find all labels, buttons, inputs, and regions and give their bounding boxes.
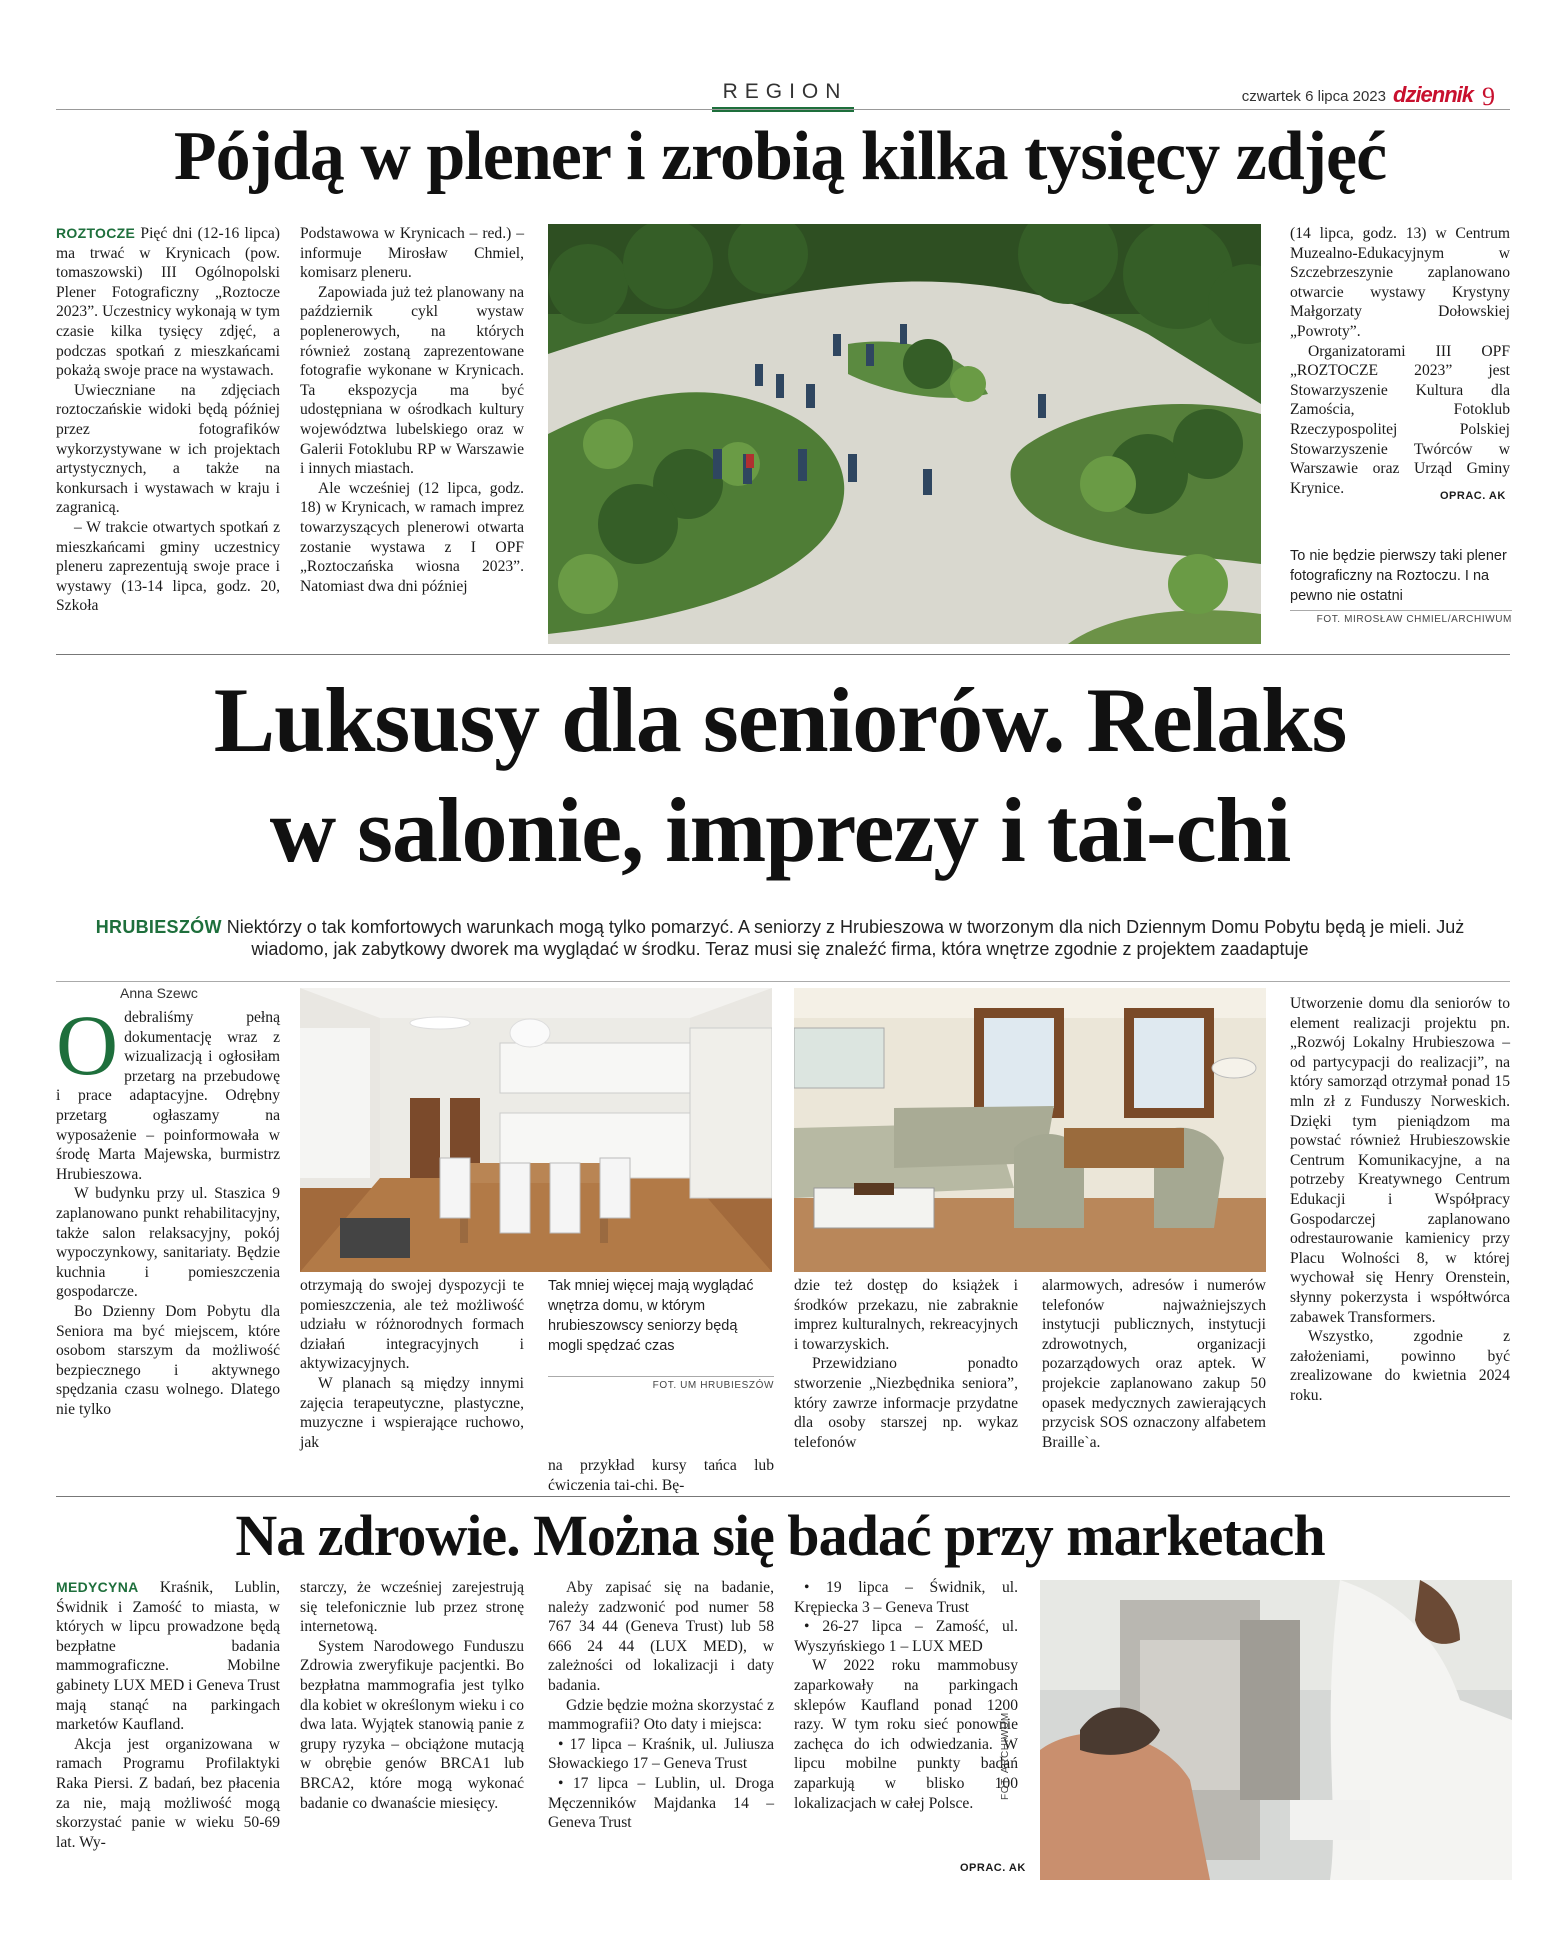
- article3-kicker: MEDYCYNA: [56, 1579, 139, 1595]
- brand-logo: dziennik: [1393, 82, 1474, 107]
- article3-dates-list: [794, 1578, 1018, 1656]
- article1-paragraph: Organizatorami III OPF „ROZTOCZE 2023” jest Stowarzyszenie Kultura dla Zamościa, Fotoklub Rzeczypospolitej Polskiej Stowarzyszenie Twórców w Warszawie oraz Urząd Gminy Krynice.: [1290, 342, 1510, 497]
- article2-paragraph: W planach są między innymi zajęcia terapeutyczne, plastyczne, muzyczne i wspierające ruchowo, jak: [300, 1374, 524, 1451]
- article2-col4: [794, 1276, 1018, 1452]
- article1-signature: OPRAC. AK: [1440, 490, 1506, 502]
- article2-title-line2: w salonie, imprezy i tai-chi: [269, 779, 1291, 881]
- article2-lead: [60, 916, 1500, 960]
- article1-paragraph: Uwieczniane na zdjęciach roztoczańskie widoki będą później przez fotografików wykorzystywane w ich projektach artystycznych, a także na konkursach i wystawach w kraju i zagranicą.: [56, 381, 280, 517]
- article3-photo-credit: FOT. ARCHIWUM: [1000, 1712, 1011, 1800]
- article1-photo-caption: To nie będzie pierwszy taki plener fotograficzny na Roztoczu. I na pewno nie ostatni: [1290, 548, 1507, 604]
- list-item: • 26-27 lipca – Zamość, ul. Wyszyńskiego 1 – LUX MED: [794, 1618, 1018, 1655]
- article2-title-line1: Luksusy dla seniorów. Relaks: [213, 669, 1347, 771]
- article2-photo-livingroom: [794, 988, 1266, 1272]
- article3-paragraph: Akcja jest organizowana w ramach Programu Profilaktyki Raka Piersi. Z badań, bez płacenia za nie, mają możliwość mogą skorzystać panie w wieku 50-69 lat. Wy-: [56, 1735, 280, 1851]
- article2-paragraph: alarmowych, adresów i numerów telefonów najważniejszych instytucji publicznych, instytucji zdrowotnych, organizacji pozarządowych oraz aptek. W projekcie zaplanowano zakup 50 opasek medycznych zawierających przycisk SOS oznaczony alfabetem Braille`a.: [1042, 1277, 1266, 1451]
- article2-paragraph: Wszystko, zgodnie z założeniami, powinno być zrealizowane do kwietnia 2024 roku.: [1290, 1328, 1510, 1404]
- article2-photo-credit: FOT. UM HRUBIESZÓW: [652, 1380, 774, 1391]
- article1-photo: [548, 224, 1261, 644]
- article1-paragraph: Zapowiada już też planowany na październik cykl wystaw poplenerowych, na których również zostaną zaprezentowane fotografie wykonane w Krynicach. Ta ekspozycja ma być udostępniana w ośrodkach kultury województwa lubelskiego oraz w Galerii Fotoklubu RP w Warszawie i innych miastach.: [300, 283, 524, 478]
- article1-paragraph: – W trakcie otwartych spotkań z mieszkańcami gminy uczestnicy pleneru zaprezentują swoje prace i wystawy (13-14 lipca, godz. 20, Szkoła: [56, 518, 280, 615]
- article3-paragraph: Kraśnik, Lublin, Świdnik i Zamość to miasta, w których w lipcu prowadzone będą bezpłatne badania mammograficzne. Mobilne gabinety LUX MED i Geneva Trust mają stanąć na parkingach marketów Kaufland.: [56, 1579, 280, 1734]
- article3-paragraph: W 2022 roku mammobusy zaparkowały na parkingach sklepów Kaufland ponad 1200 razy. W tym roku sieć ponownie zachęca do ich odwiedzania. W lipcu mobilne punkty badań zaparkują w blisko 100 lokalizacjach w całej Polsce.: [794, 1657, 1018, 1812]
- article1-paragraph: Pięć dni (12-16 lipca) ma trwać w Krynicach (pow. tomaszowski) III Ogólnopolski Plener Fotograficzny „Roztocze 2023”. Uczestnicy wykonają w tym czasie kilka tysięcy zdjęć, a podczas spotkań z mieszkańcami pokażą swoje prace na wystawach.: [56, 225, 280, 380]
- article3-col1: [56, 1578, 280, 1852]
- article3-dates-list: [548, 1735, 774, 1833]
- article3-col2: [300, 1578, 524, 1813]
- article2-photo-caption: Tak mniej więcej mają wyglądać wnętrza domu, w którym hrubieszowscy seniorzy będą mogli spędzać czas: [548, 1278, 754, 1354]
- article1-paragraph: Podstawowa w Krynicach – red.) – informuje Mirosław Chmiel, komisarz pleneru.: [300, 225, 524, 282]
- article1-col1: [56, 224, 280, 616]
- dropcap: O: [56, 997, 119, 1093]
- article2-paragraph: Bo Dzienny Dom Pobytu dla Seniora ma być miejscem, które osobom starszym da możliwość bezpiecznego i aktywnego spędzania czasu wolnego. Dlatego nie tylko: [56, 1302, 280, 1418]
- article1-col3: [1290, 224, 1510, 498]
- article1-title: Pójdą w plener i zrobią kilka tysięcy zdjęć: [173, 118, 1387, 195]
- article2-paragraph: dzie też dostęp do książek i środków przekazu, nie zabraknie imprez kulturalnych, rekreacyjnych i towarzyskich.: [794, 1277, 1018, 1353]
- caption-rule: [1290, 610, 1512, 611]
- article2-col6: [1290, 994, 1510, 1405]
- article2-col1: [56, 997, 280, 1419]
- article1-paragraph: (14 lipca, godz. 13) w Centrum Muzealno-Edukacyjnym w Szczebrzeszynie zaplanowano otwarcie wystawy Krystyny Małgorzaty Dołowskiej „Powroty”.: [1290, 225, 1510, 340]
- article-separator: [56, 1496, 1510, 1497]
- article3-paragraph: Aby zapisać się na badanie, należy zadzwonić pod numer 58 767 34 44 (Geneva Trust) lub 58 666 24 44 (LUX MED), w zależności od lokalizacji i daty badania.: [548, 1579, 774, 1694]
- page-number: 9: [1482, 82, 1495, 111]
- article1-photo-credit: FOT. MIROSŁAW CHMIEL/ARCHIWUM: [1316, 614, 1512, 625]
- list-item: • 17 lipca – Kraśnik, ul. Juliusza Słowackiego 17 – Geneva Trust: [548, 1735, 774, 1773]
- header-rule: [56, 109, 1510, 110]
- article2-kicker: HRUBIESZÓW: [95, 917, 222, 937]
- article2-paragraph: otrzymają do swojej dyspozycji te pomieszczenia, ale też możliwość udziału w różnorodnych formach działań integracyjnych i aktywizacyjnych.: [300, 1277, 524, 1373]
- issue-date: czwartek 6 lipca 2023: [1241, 88, 1386, 105]
- article2-paragraph: Przewidziano ponadto stworzenie „Niezbędnika seniora”, który zawrze informacje przydatne dla osoby starszej np. wykaz telefonów: [794, 1355, 1018, 1451]
- caption-rule: [548, 1376, 774, 1377]
- article3-paragraph: Gdzie będzie można skorzystać z mammografii? Oto daty i miejsca:: [548, 1696, 774, 1734]
- article1-kicker: ROZTOCZE: [56, 225, 136, 241]
- article2-photo-kitchen: [300, 988, 772, 1272]
- article2-paragraph: W budynku przy ul. Staszica 9 zaplanowano punkt rehabilitacyjny, także salon relaksacyjny, pokój wypoczynkowy, sanitariaty. Będzie kuchnia i pomieszczenia gospodarcze.: [56, 1185, 280, 1301]
- article2-col2: [300, 1276, 524, 1452]
- article3-paragraph: System Narodowego Funduszu Zdrowia zweryfikuje pacjentki. Bo bezpłatna mammografia jest tylko dla kobiet w określonym wieku i co dwa lata. Wyjątek stanowią panie z grupy ryzyka – obciążone mutacją w obrębie genów BRCA1 lub BRCA2, które mogą wykonać badanie co dwanaście miesięcy.: [300, 1637, 524, 1812]
- article3-col4: [794, 1578, 1018, 1813]
- article2-lead-text: Niektórzy o tak komfortowych warunkach mogą tylko pomarzyć. A seniorzy z Hrubieszowa w tworzonym dla nich Dziennym Domu Pobytu będą je mieli. Już wiadomo, jak zabytkowy dworek ma wyglądać w środku. Teraz musi się znaleźć firma, która wnętrze zgodnie z projektem zaadaptuje: [226, 917, 1465, 959]
- lead-rule: [56, 981, 1510, 982]
- article3-photo: [1040, 1580, 1512, 1880]
- article1-paragraph: Ale wcześniej (12 lipca, godz. 18) w Krynicach, w ramach imprez towarzyszących plenerowi otwarta zostanie wystawa z I OPF „Roztoczańska wiosna 2023”. Natomiast dwa dni później: [300, 479, 524, 595]
- article2-col3: [548, 1456, 774, 1495]
- article2-paragraph: na przykład kursy tańca lub ćwiczenia tai-chi. Bę-: [548, 1457, 774, 1494]
- article2-col5: [1042, 1276, 1266, 1452]
- list-item: • 19 lipca – Świdnik, ul. Krępiecka 3 – Geneva Trust: [794, 1579, 1018, 1616]
- article2-paragraph: Utworzenie domu dla seniorów to element realizacji projektu pn. „Rozwój Lokalny Hrubieszowa – od partycypacji do realizacji”, na który samorząd otrzymał ponad 15 mln zł z Funduszy Norweskich. Dzięki tym pieniądzom ma powstać również Hrubieszowskie Centrum Komunikacyjne, a na potrzeby Kreatywnego Centrum Edukacji i Współpracy Gospodarczej zaplanowano odrestaurowanie kamienicy przy Placu Wolności 8, w której wychował się Henry Orenstein, słynny pokerzysta i współtwórca zabawek Transformers.: [1290, 995, 1510, 1326]
- article3-paragraph: starczy, że wcześniej zarejestrują się telefonicznie lub przez stronę internetową.: [300, 1579, 524, 1636]
- article1-col2: [300, 224, 524, 596]
- article3-title: Na zdrowie. Można się badać przy marketach: [235, 1503, 1325, 1568]
- list-item: • 17 lipca – Lublin, ul. Droga Męczenników Majdanka 14 – Geneva Trust: [548, 1774, 774, 1832]
- article2-paragraph: debraliśmy pełną dokumentację wraz z wizualizacją i ogłosiłam przetarg na przebudowę i prace adaptacyjne. Odrębny przetarg ogłaszamy na wyposażenie – poinformowała w środę Marta Majewska, burmistrz Hrubieszowa.: [56, 1009, 280, 1183]
- section-label: REGION: [722, 80, 848, 103]
- article3-signature: OPRAC. AK: [960, 1862, 1026, 1874]
- article-separator: [56, 654, 1510, 655]
- article3-col3: [548, 1578, 774, 1833]
- article2-author: Anna Szewc: [120, 985, 198, 1001]
